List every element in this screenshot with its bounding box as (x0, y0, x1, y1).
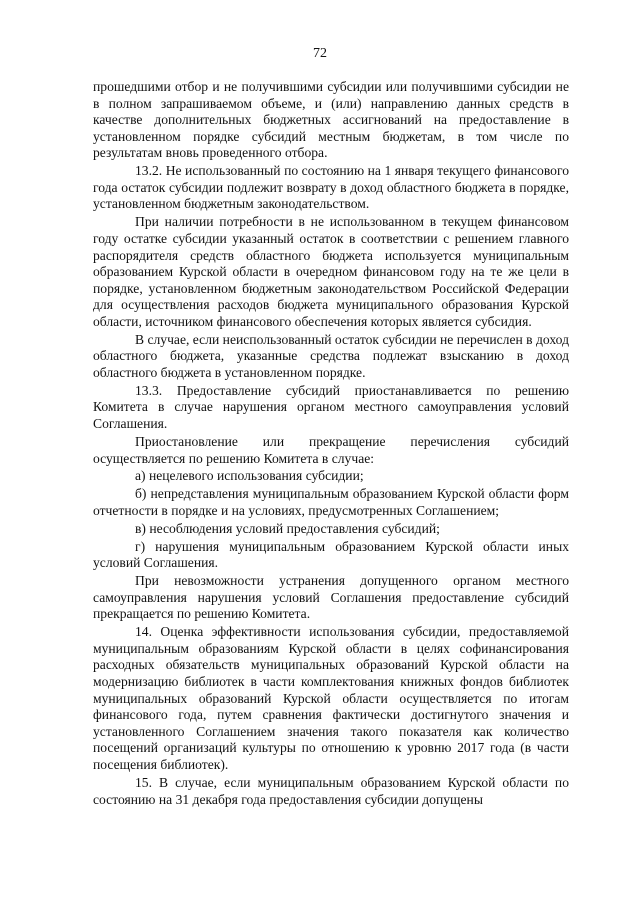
paragraph: При невозможности устранения допущенного органом местного самоуправления нарушения условий Соглашения предоставление субсидий прекращается по решению Комитета. (93, 573, 569, 622)
page-number: 72 (313, 46, 327, 61)
list-item: б) непредставления муниципальным образованием Курской области форм отчетности в порядке и на условиях, предусмотренных Соглашением; (93, 486, 569, 518)
list-item: а) нецелевого использования субсидии; (135, 468, 364, 484)
list-item: в) несоблюдения условий предоставления субсидий; (135, 520, 440, 536)
paragraph: При наличии потребности в не использованном в текущем финансовом году остатке субсидии указанный остаток в соответствии с решением главного распорядителя средств областного бюджета используется муниципальным образованием Курской области в очередном финансовом году на те же цели в порядке, установленном бюджетным законодательством Российской Федерации для осуществления расходов бюджета муниципального образования Курской области, источником финансового обеспечения которых является субсидия. (93, 214, 569, 329)
paragraph: В случае, если неиспользованный остаток субсидии не перечислен в доход областного бюджета, указанные средства подлежат взысканию в доход областного бюджета в установленном порядке. (93, 331, 569, 380)
paragraph: 13.2. Не использованный по состоянию на 1 января текущего финансового года остаток субсидии подлежит возврату в доход областного бюджета в порядке, установленном бюджетным законодательством. (93, 163, 569, 212)
paragraph: 15. В случае, если муниципальным образованием Курской области по состоянию на 31 декабря года предоставления субсидии допущены (93, 774, 569, 807)
paragraph: прошедшими отбор и не получившими субсидии или получившими субсидии не в полном запрашиваемом объеме, и (или) направлению данных средств в качестве дополнительных бюджетных ассигнований на предоставление в установленном порядке субсидий местным бюджетам, в том числе по результатам вновь проведенного отбора. (93, 79, 569, 161)
document-body (93, 79, 569, 809)
paragraph: Приостановление или прекращение перечисления субсидий осуществляется по решению Комитета в случае: (93, 433, 569, 466)
list-item: г) нарушения муниципальным образованием Курской области иных условий Соглашения. (93, 538, 569, 571)
paragraph: 13.3. Предоставление субсидий приостанавливается по решению Комитета в случае нарушения органом местного самоуправления условий Соглашения. (93, 382, 569, 432)
paragraph: 14. Оценка эффективности использования субсидии, предоставляемой муниципальным образованиям Курской области в целях софинансирования расходных обязательств муниципальных образований Курской области на модернизацию библиотек в части комплектования книжных фондов библиотек муниципальных образований Курской области осуществляется по итогам финансового года, путем сравнения фактически достигнутого значения и установленного Соглашением значения такого показателя как количество посещений организаций культуры по отношению к уровню 2017 года (в части посещения библиотек). (93, 624, 569, 773)
